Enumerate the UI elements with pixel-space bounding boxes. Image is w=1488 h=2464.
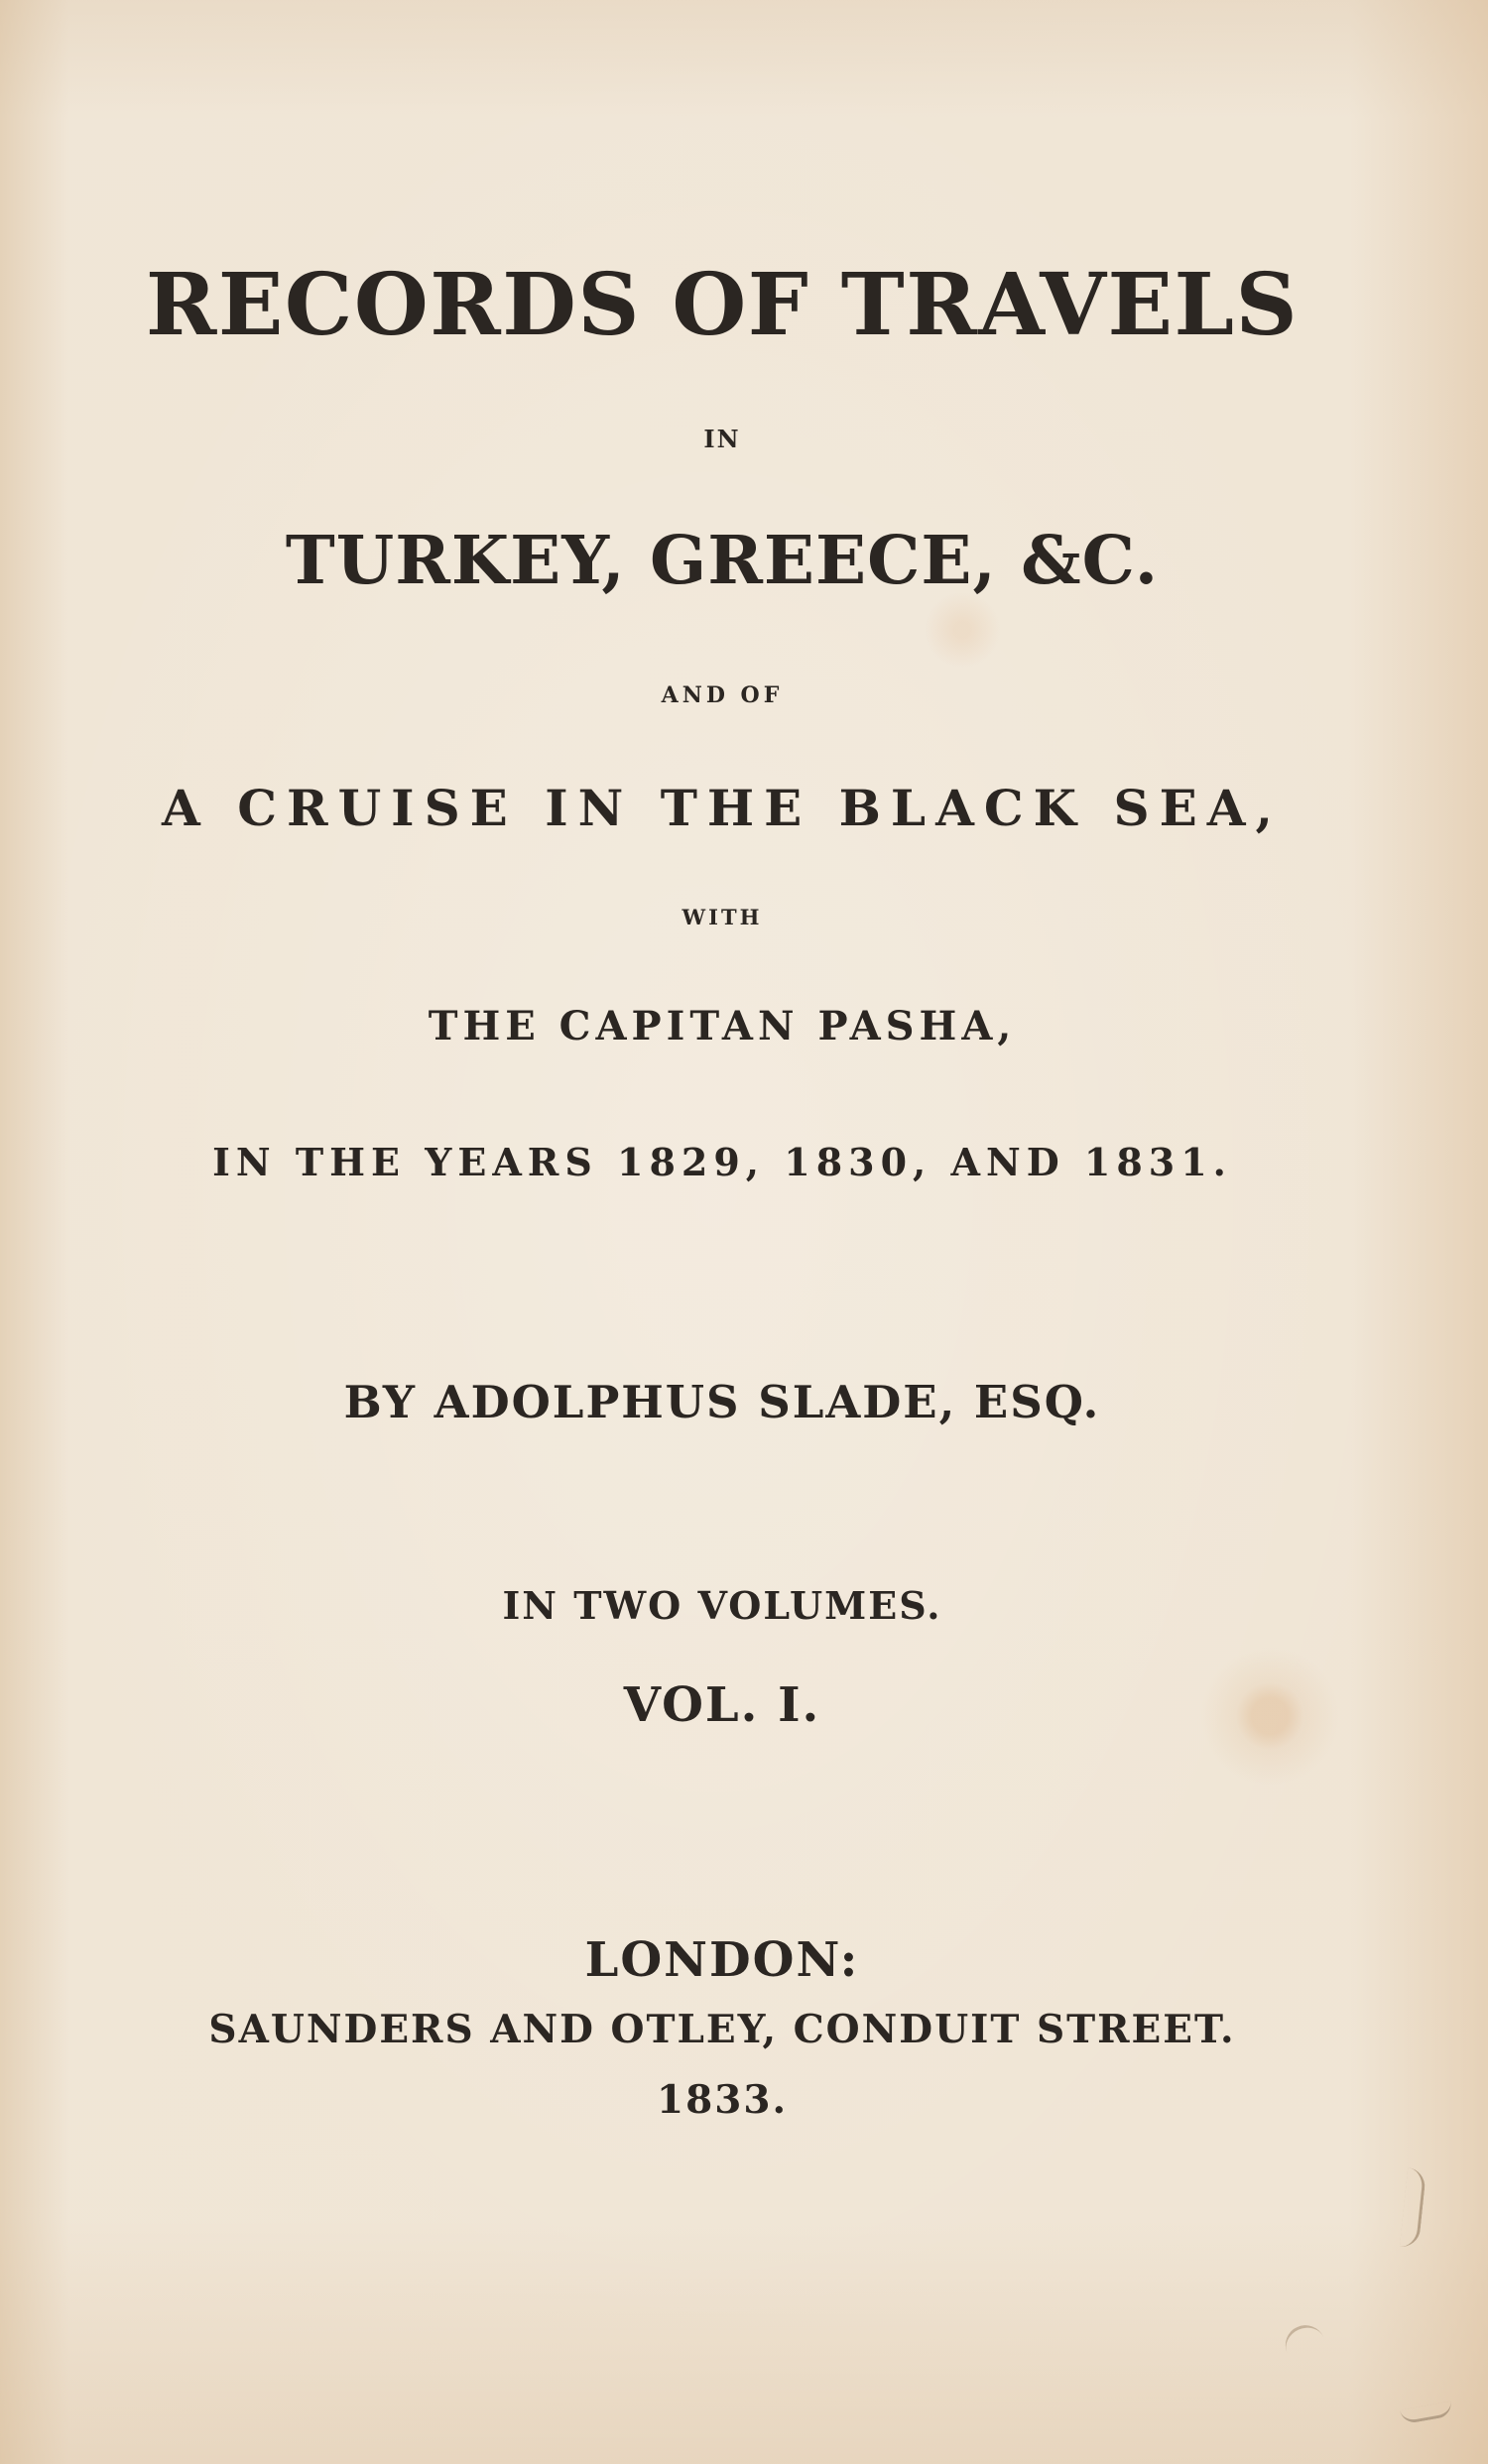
page-wear-mark [1400, 2167, 1426, 2249]
page-wear-mark [1400, 2402, 1453, 2425]
publication-city: LONDON: [584, 1932, 860, 1988]
companion-line: THE CAPITAN PASHA, [428, 1003, 1017, 1049]
publisher-line: SAUNDERS AND OTLEY, CONDUIT STREET. [208, 2007, 1236, 2052]
author-line: BY ADOLPHUS SLADE, ESQ. [343, 1376, 1101, 1428]
publication-year: 1833. [656, 2077, 789, 2123]
cruise-line: A CRUISE IN THE BLACK SEA, [162, 779, 1283, 837]
page-wear-mark [1279, 2319, 1323, 2354]
volume-label: VOL. I. [623, 1677, 821, 1733]
in-text: IN [703, 425, 741, 453]
book-title: RECORDS OF TRAVELS [145, 255, 1300, 355]
book-subtitle: TURKEY, GREECE, &C. [285, 521, 1160, 599]
years-line: IN THE YEARS 1829, 1830, AND 1831. [212, 1140, 1232, 1184]
with-text: WITH [682, 905, 763, 929]
and-of-text: AND OF [661, 682, 784, 708]
volumes-line: IN TWO VOLUMES. [502, 1583, 942, 1628]
